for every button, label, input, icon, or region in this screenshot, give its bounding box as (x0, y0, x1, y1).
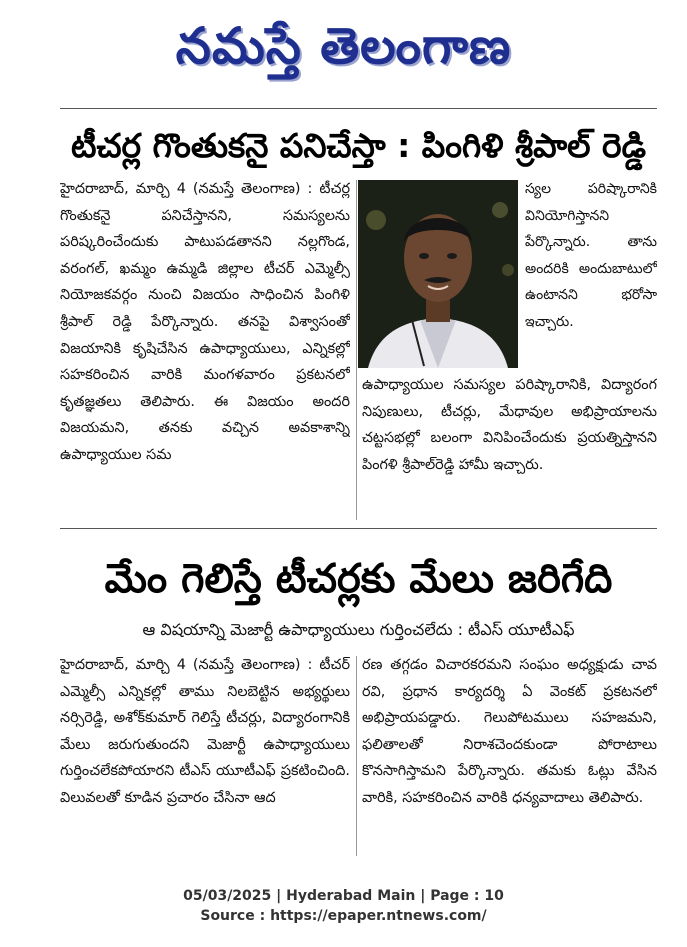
footer-source: Source : https://epaper.ntnews.com/ (200, 908, 487, 924)
portrait-photo (358, 180, 518, 368)
article1-body-bottom: ఉపాధ్యాయుల సమస్యల పరిష్కారానికి, విద్యారంగ నిపుణులు, టీచర్లు, మేధావుల అభిప్రాయాలను చట్టసభల్లో బలంగా వినిపించేందుకు ప్రయత్నిస్తానని పింగళి శ్రీపాల్‌రెడ్డి హామీ ఇచ్చారు. (362, 377, 657, 473)
portrait-illustration (358, 180, 518, 368)
section-rule (60, 528, 657, 529)
article1-column-divider (356, 180, 357, 520)
newspaper-masthead: నమస్తే తెలంగాణ (175, 16, 512, 75)
article2-headline: మేం గెలిస్తే టీచర్లకు మేలు జరిగేది (104, 556, 613, 602)
top-rule (60, 108, 657, 109)
article1-body-left: హైదరాబాద్, మార్చి 4 (నమస్తే తెలంగాణ) : టీచర్ల గొంతుకనై పనిచేస్తానని, సమస్యలను పరిష్కరించేందుకు పాటుపడతానని నల్లగొండ, వరంగల్, ఖమ్మం ఉమ్మడి జిల్లాల టీచర్ ఎమ్మెల్సీ నియోజకవర్గం నుంచి విజయం సాధించిన పింగిళి శ్రీపాల్ రెడ్డి పేర్కొన్నారు. తనపై విశ్వాసంతో విజయానికి కృషిచేసిన ఉపాధ్యాయులు, ఎన్నికల్లో సహకరించిన వారికి మంగళవారం ప్రకటనలో కృతజ్ఞతలు తెలిపారు. ఈ విజయం అందరి విజయమని, తనకు వచ్చిన అవకాశాన్ని ఉపాధ్యాయుల సమ (60, 181, 350, 463)
footer-date-edition: 05/03/2025 | Hyderabad Main | Page : 10 (183, 888, 504, 904)
article1-headline: టీచర్ల గొంతుకనై పనిచేస్తా : పింగిళి శ్రీపాల్ రెడ్డి (70, 126, 647, 165)
article2-subheadline: ఆ విషయాన్ని మెజార్టీ ఉపాధ్యాయులు గుర్తించలేదు : టీఎస్ యూటీఎఫ్ (142, 620, 575, 639)
article2-column-divider (356, 656, 357, 856)
article2-body-left: హైదరాబాద్, మార్చి 4 (నమస్తే తెలంగాణ) : టీచర్ ఎమ్మెల్సీ ఎన్నికల్లో తాము నిలబెట్టిన అభ్యర్థులు నర్సిరెడ్డి, అశోక్‌కుమార్ గెలిస్తే టీచర్లు, విద్యారంగానికి మేలు జరుగుతుందని మెజార్టీ ఉపాధ్యాయులు గుర్తించలేకపోయారని టీఎస్ యూటీఎఫ్ ప్రకటించింది. విలువలతో కూడిన ప్రచారం చేసినా ఆద (60, 657, 350, 806)
article1-body-right: స్యల పరిష్కారానికి వినియోగిస్తానని పేర్కొన్నారు. తాను అందరికి అందుబాటులో ఉంటానని భరోసా ఇచ్చారు. (525, 181, 657, 330)
article2-body-right: రణ తగ్గడం విచారకరమని సంఘం అధ్యక్షుడు చావ రవి, ప్రధాన కార్యదర్శి ఏ వెంకట్ ప్రకటనలో అభిప్రాయపడ్డారు. గెలుపోటములు సహజమని, ఫలితాలతో నిరాశచెందకుండా పోరాటాలు కొనసాగిస్తామని పేర్కొన్నారు. తమకు ఓట్లు వేసిన వారికి, సహకరించిన వారికి ధన్యవాదాలు తెలిపారు. (362, 657, 657, 806)
